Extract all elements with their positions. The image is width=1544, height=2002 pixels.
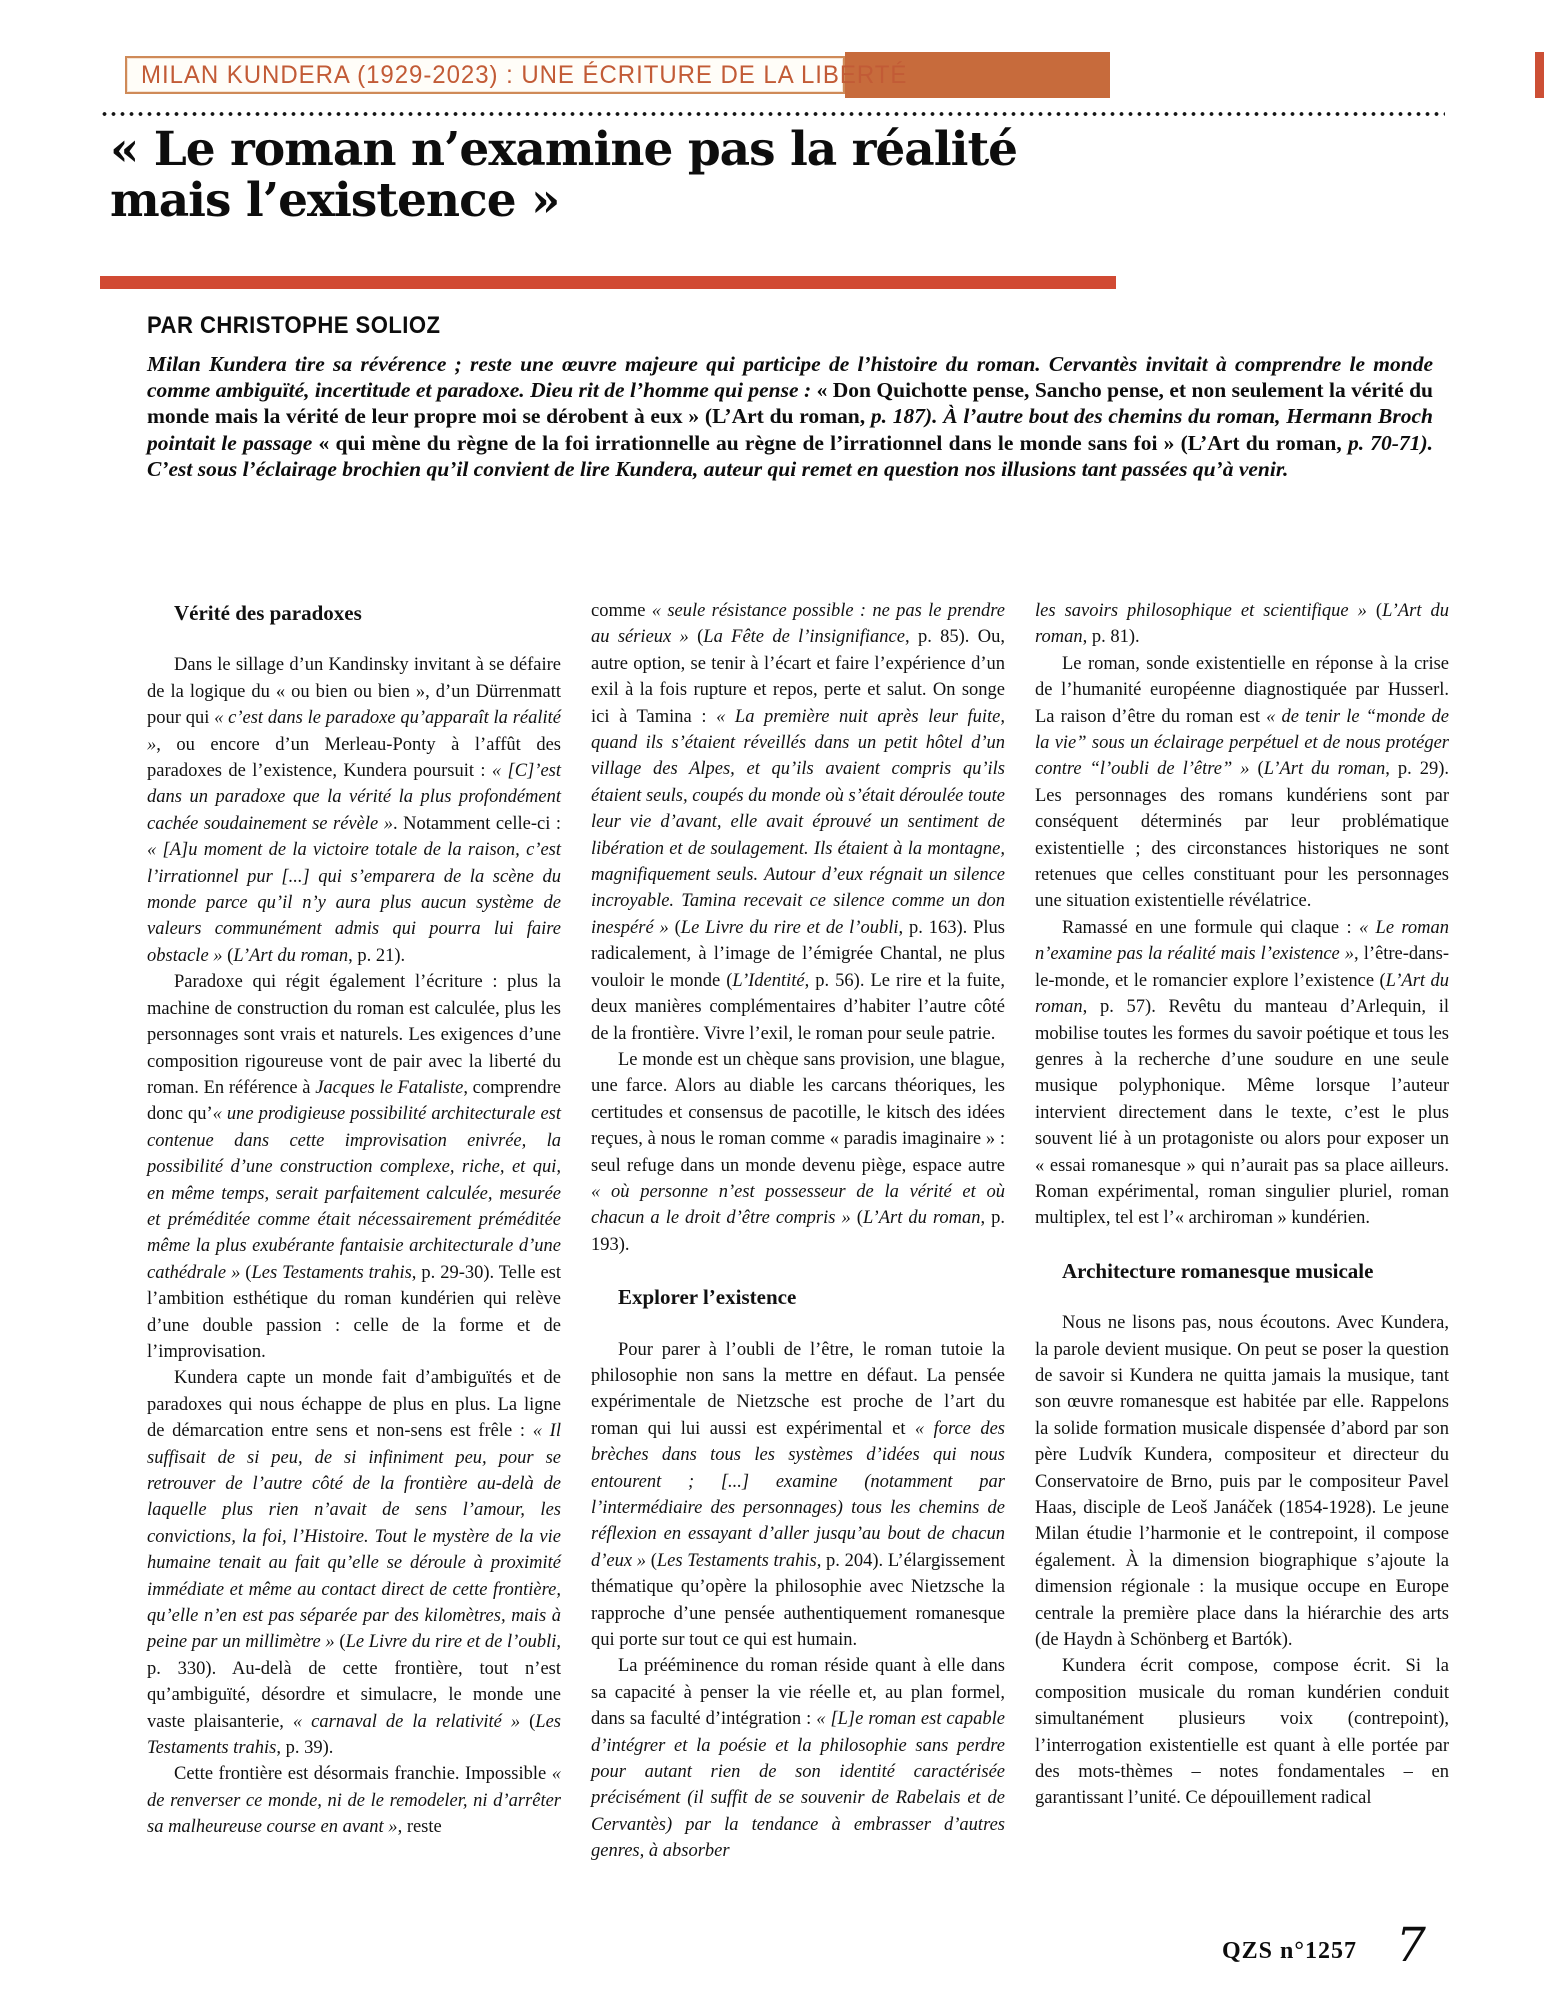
text-segment: . Notamment celle-ci :	[392, 813, 561, 834]
italic-text-segment: L’Identité	[732, 970, 805, 991]
section-heading: Architecture romanesque musicale	[1062, 1258, 1374, 1283]
italic-text-segment: « [L]e roman est capable d’intégrer et la poésie et la philosophie sans perdre pour autant rien de son identité caractérisée précisément (il suffit de se souvenir de Rabelais et de Cervantès) par la tendance à embrasser d’autres genres, à absorber	[591, 1709, 1005, 1862]
italic-text-segment: Jacques le Fataliste	[315, 1077, 464, 1098]
italic-text-segment: L’Art du roman	[862, 1208, 981, 1229]
text-segment: (	[334, 1632, 346, 1653]
italic-text-segment: Milan Kundera tire sa révérence ; reste une œuvre majeure qui participe de l’histoire du roman. Cervantès invitait à comprendre le monde comme ambiguïté, incertitude et paradoxe. Dieu rit de l’homme qui pense :	[147, 352, 1433, 403]
italic-text-segment: p. 187). À l’autre bout des chemins du roman, Hermann Broch pointait le passage	[147, 404, 1433, 455]
text-segment: Dans le sillage d’un Kandinsky invitant à se défaire de la logique du « ou bien ou bien », d’un Dürrenmatt pour qui	[147, 655, 561, 729]
text-segment: La prééminence du roman réside quant à elle dans sa capacité à penser la vie réelle et, au plan formel, dans sa faculté d’intégration :	[591, 1656, 1005, 1730]
italic-text-segment: « Il suffisait de si peu, de si infiniment peu, pour se retrouver de l’autre côté de la frontière au-delà de laquelle plus rien n’avait de sens l’amour, les convictions, la foi, l’Histoire. Tout le mystère de la vie humaine tenait au fait qu’elle se déroule à proximité immédiate et même au contact direct de cette frontière, qu’elle n’en est pas séparée par des kilomètres, mais à peine par un millimètre »	[147, 1421, 561, 1653]
section-banner	[125, 52, 1110, 98]
article-paragraph	[1035, 651, 1449, 915]
article-paragraph	[1035, 915, 1449, 1232]
text-segment: (	[520, 1711, 536, 1732]
text-segment: , reste	[397, 1817, 442, 1838]
text-segment: Kundera capte un monde fait d’ambiguïtés et de paradoxes qui nous échappe de plus en plus. La ligne de démarcation entre sens et non-sens est frêle :	[147, 1368, 561, 1442]
article-paragraph	[147, 652, 561, 969]
column-3	[1035, 598, 1449, 1865]
italic-text-segment: Les Testaments trahis	[147, 1711, 561, 1759]
italic-text-segment: « [A]u moment de la victoire totale de la raison, c’est l’irrationnel pur [...] qui s’emparera de la scène du monde parce qu’il n’y aura plus aucun système de valeurs communément admis qui pourra lui faire obstacle »	[147, 840, 561, 966]
column-2	[591, 598, 1005, 1865]
article-paragraph	[591, 598, 1005, 1047]
issue-number: QZS n°1257	[1222, 1938, 1357, 1964]
text-segment: (	[222, 945, 234, 966]
text-segment: Le monde est un chèque sans provision, une blague, une farce. Alors au diable les carcans théoriques, les certitudes et consensus de pacotille, le kitsch des idées reçues, à nous le roman comme « paradis imaginaire » : seul refuge dans un monde devenu piège, espace autre	[591, 1049, 1005, 1176]
text-segment: (	[668, 917, 681, 938]
article-headline	[110, 124, 1160, 226]
text-segment: (	[1366, 601, 1383, 621]
column-1	[147, 598, 561, 1865]
italic-text-segment: Le Livre du rire et de l’oubli	[680, 917, 899, 938]
byline: PAR CHRISTOPHE SOLIOZ	[147, 312, 441, 339]
text-segment: Pour parer à l’oubli de l’être, le roman tutoie la philosophie non sans la mettre en défaut. La pensée expérimentale de Nietzsche est proche de l’art du roman qui lui aussi est expérimental et	[591, 1339, 1005, 1439]
text-segment: (	[240, 1262, 252, 1283]
text-segment: , p. 163). Plus radicalement, à l’image de l’émigrée Chantal, ne plus vouloir le monde (	[591, 917, 1005, 991]
italic-text-segment: Les Testaments trahis	[251, 1262, 412, 1283]
italic-text-segment: « de renverser ce monde, ni de le remodeler, ni d’arrêter sa malheureuse course en avant »	[147, 1764, 561, 1838]
text-segment: , p. 81).	[1082, 627, 1140, 648]
article-paragraph	[591, 1047, 1005, 1258]
text-segment: « Don Quichotte pense, Sancho pense, et non seulement la vérité du monde mais la vérité de leur propre moi se dérobent à eux » (L’Art du roman,	[147, 378, 1433, 429]
text-segment: , p. 330). Au-delà de cette frontière, tout n’est qu’ambiguïté, désordre et simulacre, le monde une vaste plaisanterie,	[147, 1632, 561, 1732]
italic-text-segment: La Fête de l’insignifiance	[703, 627, 905, 648]
text-segment: , p. 57). Revêtu du manteau d’Arlequin, il mobilise toutes les formes du savoir poétique et tous les genres à la recherche d’une soudure en une seule musique polyphonique. Même lorsque l’auteur intervient directement dans le texte, c’est le plus souvent lié à un protagoniste ou alors pour exposer un « essai romanesque » qui n’aurait pas sa place ailleurs. Roman expérimental, roman singulier pluriel, roman multiplex, tel est l’« archiroman » kundérien.	[1035, 997, 1449, 1229]
italic-text-segment: « une prodigieuse possibilité architecturale est contenue dans cette improvisation enivrée, la possibilité d’une construction complexe, riche, et qui, en même temps, serait parfaitement calculée, mesurée et préméditée comme était nécessairement préméditée même la plus exubérante fantaisie architecturale d’une cathédrale »	[147, 1104, 561, 1283]
banner-title: MILAN KUNDERA (1929-2023) : UNE ÉCRITURE DE LA LIBERTÉ	[141, 60, 908, 89]
italic-text-segment: L’Art du roman	[1263, 759, 1386, 780]
section-heading: Explorer l’existence	[618, 1285, 797, 1310]
text-segment: Paradoxe qui régit également l’écriture : plus la machine de construction du roman est calculée, plus les personnages sont vrais et naturels. Les exigences d’une composition rigoureuse vont de pair avec la liberté du roman. En référence à	[147, 972, 561, 1098]
lede-paragraph	[147, 351, 1433, 482]
text-segment: Le roman, sonde existentielle en réponse à la crise de l’humanité européenne diagnostiquée par Husserl. La raison d’être du roman est	[1035, 653, 1449, 727]
italic-text-segment: les savoirs philosophique et scientifique »	[1035, 601, 1367, 621]
text-segment: , p. 39).	[276, 1738, 334, 1759]
article-paragraph	[1035, 1310, 1449, 1653]
italic-text-segment: « c’est dans le paradoxe qu’apparaît la réalité »	[147, 708, 561, 755]
text-segment: comme	[591, 601, 652, 621]
headline-line-1: « Le roman n’examine pas la réalité	[110, 122, 1018, 177]
article-paragraph	[147, 969, 561, 1365]
italic-text-segment: « de tenir le “monde de la vie” sous un éclairage perpétuel et de nous protéger contre “l’oubli de l’être” »	[1035, 706, 1449, 780]
page-number: 7	[1396, 1918, 1426, 1973]
italic-text-segment: L’Art du roman	[1035, 601, 1449, 648]
dotted-divider	[100, 111, 1445, 117]
italic-text-segment: L’Art du roman	[1035, 970, 1449, 1018]
article-paragraph	[147, 1365, 561, 1761]
text-segment: , l’être-dans-le-monde, et le romancier explore l’existence (	[1035, 944, 1449, 991]
italic-text-segment: L’Art du roman	[233, 945, 349, 966]
text-segment: , p. 204). L’élargissement thématique qu’opère la philosophie avec Nietzsche la rapproche d’une pensée authentiquement romanesque qui porte sur tout ce qui est humain.	[591, 1550, 1005, 1651]
text-segment: « qui mène du règne de la foi irrationnelle au règne de l’irrationnel dans le monde sans foi » (L’Art du roman,	[318, 430, 1348, 455]
text-segment: , comprendre donc qu’	[147, 1077, 561, 1125]
italic-text-segment: « seule résistance possible : ne pas le prendre au sérieux »	[591, 601, 1005, 648]
text-segment: (	[646, 1550, 657, 1571]
italic-text-segment: « où personne n’est possesseur de la vérité et où chacun a le droit d’être compris »	[591, 1181, 1005, 1229]
italic-text-segment: « La première nuit après leur fuite, quand ils s’étaient réveillés dans un petit hôtel d’un village des Alpes, et qu’ils avaient compris qu’ils étaient seuls, coupés du monde où s’était déroulée toute leur vie d’avant, elle avait éprouvé un sentiment de libération et de soulagement. Ils étaient à la montagne, magnifiquement seuls. Autour d’eux régnait un silence incroyable. Tamina recevait ce silence comme un don inespéré »	[591, 706, 1005, 938]
italic-text-segment: « force des brèches dans tous les systèmes d’idées qui nous entourent ; [...] examine (notamment par l’intermédiaire des personnages) tous les chemins de réflexion en essayant d’aller jusqu’au bout de chacun d’eux »	[591, 1418, 1005, 1571]
text-segment: (	[688, 627, 704, 648]
text-segment: , p. 29-30). Telle est l’ambition esthétique du roman kundérien qui relève d’une double passion : celle de la forme et de l’improvisation.	[147, 1262, 561, 1362]
headline-underline-bar	[100, 276, 1116, 289]
italic-text-segment: p. 70-71). C’est sous l’éclairage brochien qu’il convient de lire Kundera, auteur qui remet en question nos illusions tant passées qu’à venir.	[147, 430, 1433, 481]
text-segment: , p. 85). Ou, autre option, se tenir à l’écart et faire l’expérience d’un exil à la fois rupture et repos, perte et salut. On songe ici à Tamina :	[591, 627, 1005, 727]
section-heading: Vérité des paradoxes	[174, 601, 362, 625]
headline-line-2: mais l’existence »	[110, 173, 560, 228]
italic-text-segment: « carnaval de la relativité »	[292, 1711, 521, 1732]
text-segment: Ramassé en une formule qui claque :	[1062, 917, 1359, 938]
article-paragraph	[591, 1337, 1005, 1654]
italic-text-segment: « Le roman n’examine pas la réalité mais l’existence »	[1035, 917, 1449, 965]
text-segment: (	[1249, 759, 1264, 780]
italic-text-segment: Les Testaments trahis	[656, 1550, 817, 1571]
text-segment: Kundera écrit compose, compose écrit. Si la composition musicale du roman kundérien conduit simultanément plusieurs voix (contrepoint), l’interrogation existentielle est quant à elle portée par des mots-thèmes – notes fondamentales – en garantissant l’unité. Ce dépouillement radical	[1035, 1656, 1449, 1809]
text-segment: , p. 56). Le rire et la fuite, deux manières complémentaires d’habiter l’autre côté de la frontière. Vivre l’exil, le roman pour seule patrie.	[591, 970, 1005, 1044]
italic-text-segment: « [C]’est dans un paradoxe que la vérité la plus profondément cachée soudainement se révèle »	[147, 761, 561, 834]
article-paragraph	[591, 1653, 1005, 1864]
article-body	[147, 598, 1449, 1865]
article-paragraph	[1035, 1653, 1449, 1811]
text-segment: , p. 193).	[591, 1208, 1006, 1255]
text-segment: , ou encore d’un Merleau-Ponty à l’affût des paradoxes de l’existence, Kundera poursuit :	[147, 734, 561, 782]
text-segment: , p. 21).	[348, 945, 406, 966]
banner-title-box	[125, 56, 908, 94]
italic-text-segment: Le Livre du rire et de l’oubli	[345, 1632, 557, 1653]
banner-edge-bleed	[1535, 52, 1544, 98]
text-segment: Nous ne lisons pas, nous écoutons. Avec Kundera, la parole devient musique. On peut se poser la question de savoir si Kundera ne quitta jamais la musique, tant son œuvre romanesque est habitée par elle. Rappelons la solide formation musicale dispensée d’abord par son père Ludvík Kundera, compositeur et directeur du Conservatoire de Brno, puis par le compositeur Pavel Haas, disciple de Leoš Janáček (1854-1928). Le jeune Milan étudie l’harmonie et le contrepoint, il compose également. À la dimension biographique s’ajoute la dimension régionale : la musique occupe en Europe centrale la première place dans la hiérarchie des arts (de Haydn à Schönberg et Bartók).	[1035, 1313, 1449, 1651]
article-paragraph	[1035, 598, 1449, 651]
article-paragraph	[147, 1761, 561, 1840]
text-segment: (	[850, 1208, 863, 1229]
text-segment: Cette frontière est désormais franchie. Impossible	[174, 1764, 552, 1785]
text-segment: , p. 29). Les personnages des romans kundériens sont par conséquent déterminés par leur problématique existentielle ; des circonstances historiques ne sont retenues que celles constituant pour les personnages une situation existentielle révélatrice.	[1035, 759, 1449, 912]
